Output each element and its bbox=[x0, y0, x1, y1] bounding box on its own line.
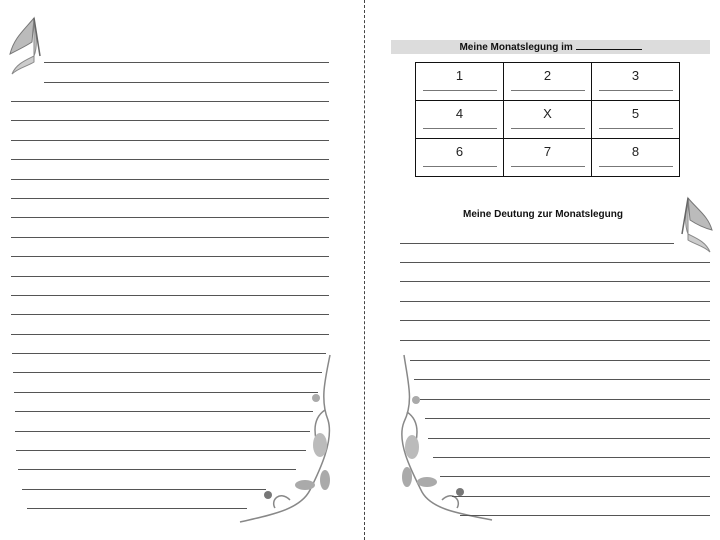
card-position-4[interactable] bbox=[416, 101, 504, 139]
position-number: 8 bbox=[631, 144, 640, 159]
writing-line[interactable] bbox=[22, 489, 266, 490]
writing-line[interactable] bbox=[44, 62, 329, 63]
card-blank-line[interactable] bbox=[599, 90, 673, 91]
writing-line[interactable] bbox=[414, 379, 710, 380]
writing-line[interactable] bbox=[11, 179, 329, 180]
card-position-2[interactable] bbox=[504, 63, 592, 101]
card-blank-line[interactable] bbox=[511, 90, 585, 91]
card-blank-line[interactable] bbox=[599, 166, 673, 167]
writing-line[interactable] bbox=[400, 281, 710, 282]
writing-line[interactable] bbox=[11, 140, 329, 141]
card-position-6[interactable] bbox=[416, 139, 504, 177]
position-number: 4 bbox=[455, 106, 464, 121]
writing-line[interactable] bbox=[15, 431, 310, 432]
card-position-x[interactable] bbox=[504, 101, 592, 139]
card-blank-line[interactable] bbox=[511, 128, 585, 129]
butterfly-icon bbox=[4, 16, 46, 82]
writing-line[interactable] bbox=[11, 314, 329, 315]
writing-line[interactable] bbox=[11, 159, 329, 160]
position-number: 1 bbox=[455, 68, 464, 83]
month-spread-title-text: Meine Monatslegung im bbox=[459, 42, 573, 53]
position-number: 5 bbox=[631, 106, 640, 121]
position-number: 2 bbox=[543, 68, 552, 83]
writing-line[interactable] bbox=[420, 399, 710, 400]
writing-line[interactable] bbox=[452, 496, 710, 497]
card-blank-line[interactable] bbox=[423, 90, 497, 91]
position-number: 7 bbox=[543, 144, 552, 159]
writing-line[interactable] bbox=[16, 450, 306, 451]
writing-line[interactable] bbox=[18, 469, 296, 470]
position-number: X bbox=[543, 106, 552, 121]
writing-line[interactable] bbox=[11, 101, 329, 102]
writing-line[interactable] bbox=[440, 476, 710, 477]
butterfly-icon bbox=[674, 194, 718, 260]
writing-line[interactable] bbox=[14, 392, 318, 393]
writing-line[interactable] bbox=[11, 198, 329, 199]
card-blank-line[interactable] bbox=[423, 166, 497, 167]
writing-line[interactable] bbox=[400, 243, 674, 244]
writing-line[interactable] bbox=[400, 262, 710, 263]
writing-line[interactable] bbox=[425, 418, 710, 419]
writing-line[interactable] bbox=[11, 276, 329, 277]
writing-line[interactable] bbox=[44, 82, 329, 83]
card-position-5[interactable] bbox=[592, 101, 680, 139]
writing-line[interactable] bbox=[460, 515, 710, 516]
card-position-7[interactable] bbox=[504, 139, 592, 177]
writing-line[interactable] bbox=[410, 360, 710, 361]
position-number: 3 bbox=[631, 68, 640, 83]
writing-line[interactable] bbox=[15, 411, 313, 412]
writing-line[interactable] bbox=[400, 340, 710, 341]
card-blank-line[interactable] bbox=[599, 128, 673, 129]
floral-corner-icon bbox=[230, 350, 345, 525]
card-blank-line[interactable] bbox=[423, 128, 497, 129]
writing-line[interactable] bbox=[11, 256, 329, 257]
writing-line[interactable] bbox=[433, 457, 710, 458]
writing-line[interactable] bbox=[11, 120, 329, 121]
writing-line[interactable] bbox=[11, 295, 329, 296]
writing-line[interactable] bbox=[11, 334, 329, 335]
writing-line[interactable] bbox=[400, 320, 710, 321]
card-position-8[interactable] bbox=[592, 139, 680, 177]
month-spread-title bbox=[391, 40, 710, 54]
month-blank-field[interactable] bbox=[576, 40, 642, 50]
interpretation-title: Meine Deutung zur Monatslegung bbox=[463, 209, 623, 220]
writing-line[interactable] bbox=[11, 237, 329, 238]
card-position-1[interactable] bbox=[416, 63, 504, 101]
card-spread-grid bbox=[415, 62, 680, 177]
writing-line[interactable] bbox=[12, 353, 326, 354]
writing-line[interactable] bbox=[428, 438, 710, 439]
page-divider bbox=[364, 0, 365, 540]
writing-line[interactable] bbox=[400, 301, 710, 302]
writing-line[interactable] bbox=[27, 508, 247, 509]
writing-line[interactable] bbox=[13, 372, 322, 373]
position-number: 6 bbox=[455, 144, 464, 159]
writing-line[interactable] bbox=[11, 217, 329, 218]
card-position-3[interactable] bbox=[592, 63, 680, 101]
card-blank-line[interactable] bbox=[511, 166, 585, 167]
